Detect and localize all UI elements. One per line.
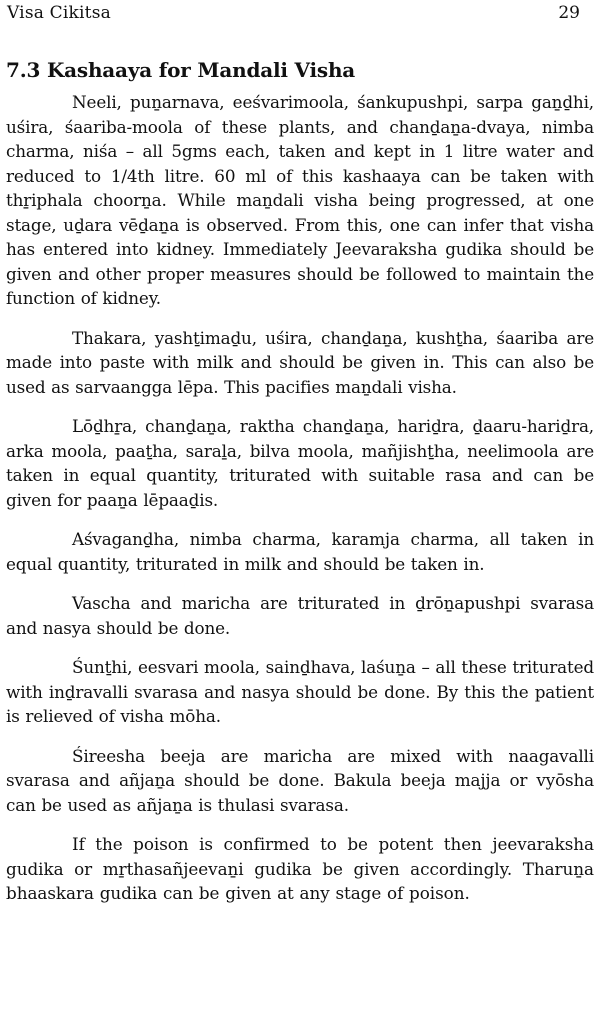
paragraph-lodhra-mixture: Lōḏhṟa, chanḏaṉa, raktha chanḏaṉa, hariḏra, ḏaaru-hariḏra, arka moola, paaṯha, saraḻa, bilva moola, mañjishṯha, neelimoola are taken in equal quantity, triturated with suitable rasa and can be given for paaṉa lēpaaḏis. [6,416,594,510]
paragraph-potent-poison: If the poison is confirmed to be potent then jeevaraksha gudika or mṟthasañjeevaṉi gudika be given accordingly. Tharuṉa bhaaskara gudika can be given at any stage of poison. [6,834,594,903]
paragraph-sunthi-nasya: Śunṯhi, eesvari moola, sainḏhava, laśuṉa – all these triturated with inḏravalli svarasa and nasya should be done. By this the patient is relieved of visha mōha. [6,657,594,726]
page-number: 29 [558,3,580,23]
paragraph-asvagandha: Aśvaganḏha, nimba charma, karamja charma, all taken in equal quantity, triturated in milk and should be taken in. [6,529,594,574]
paragraph-vascha-nasya: Vascha and maricha are triturated in ḏrōṉapushpi svarasa and nasya should be done. [6,593,594,638]
section-heading: 7.3 Kashaaya for Mandali Visha [6,58,356,82]
paragraph-paste-lepa: Thakara, yashṯimaḏu, uśira, chanḏaṉa, kushṯha, śaariba are made into paste with milk and should be given in. This can also be used as sarvaangga lēpa. This pacifies maṉdali visha. [6,327,594,397]
running-title: Visa Cikitsa [7,3,111,23]
paragraph-sireesha-anjana: Śireesha beeja are maricha are mixed with naagavalli svarasa and añjaṉa should be done. Bakula beeja majja or vyōsha can be used as añjaṉa is thulasi svarasa. [6,745,594,815]
paragraph-kashaaya-recipe: Neeli, puṉarnava, eeśvarimoola, śankupushpi, sarpa gaṉḏhi, uśira, śaariba-moola of these plants, and chanḏaṉa-dvaya, nimba charma, niśa – all 5gms each, taken and kept in 1 litre water and reduced to 1/4th litre. 60 ml of this kashaaya can be taken with thṟiphala choorṉa. While maṉdali visha being progressed, at one stage, uḏara vēḏaṉa is observed. From this, one can infer that visha has entered into kidney. Immediately Jeevaraksha gudika should be given and other proper measures should be followed to maintain the function of kidney. [6,92,594,308]
section-body [6,90,594,906]
